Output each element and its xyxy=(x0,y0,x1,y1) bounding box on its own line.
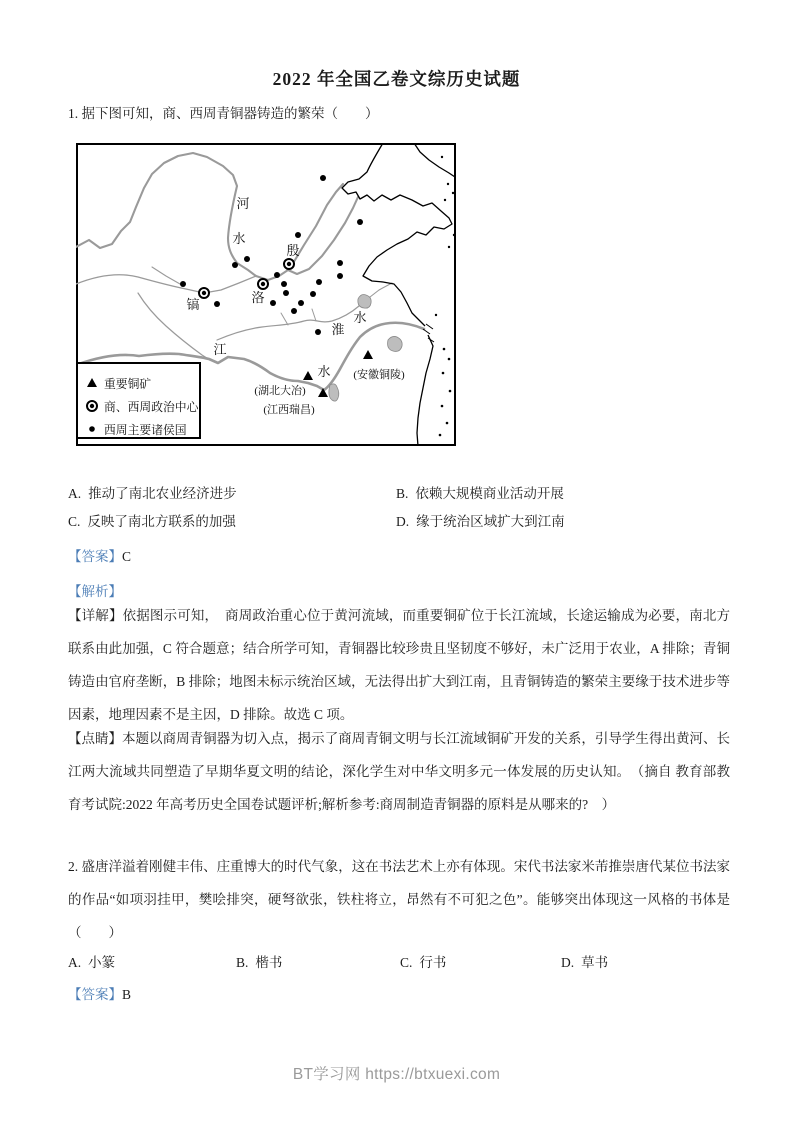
q2-option-a: A. 小篆 xyxy=(68,955,116,970)
label-hubei-daye: (湖北大冶) xyxy=(254,385,306,397)
political-center-yin xyxy=(284,259,294,269)
question2-stem: 2. 盛唐洋溢着刚健丰伟、庄重博大的时代气象，这在书法艺术上亦有体现。宋代书法家米芾推崇唐代某位书法家的作品“如项羽挂甲，樊哙排突，硬弩欲张，铁柱将立，昂然有不可犯之色”。能够突出体现这一风格的书体是（ ） xyxy=(68,859,730,940)
label-huai: 淮 xyxy=(331,322,345,337)
q2-answer-value: B xyxy=(122,987,132,1002)
bronze-map-figure xyxy=(76,143,456,446)
bronze-map xyxy=(76,143,456,446)
label-luo: 洛 xyxy=(251,290,265,305)
label-jiang-shui: 水 xyxy=(317,364,331,379)
label-hao: 镐 xyxy=(186,297,200,312)
legend-double-circle-center xyxy=(90,404,94,408)
q1-answer-line xyxy=(68,543,131,571)
q1-answer-value: C xyxy=(122,549,132,564)
political-center-luo xyxy=(258,279,268,289)
watermark-footer: BT学习网 https://btxuexi.com xyxy=(292,1066,501,1083)
q1-option-d: D. 缘于统治区域扩大到江南 xyxy=(396,514,565,529)
q1-option-a: A. 推动了南北农业经济进步 xyxy=(68,486,237,501)
label-he: 河 xyxy=(236,196,250,211)
q2-option-c: C. 行书 xyxy=(400,955,447,970)
q2-options-row xyxy=(68,949,730,977)
q1-option-c: C. 反映了南北方联系的加强 xyxy=(68,514,236,529)
q1-option-b: B. 依赖大规模商业活动开展 xyxy=(396,486,564,501)
label-yin: 殷 xyxy=(286,243,300,258)
label-jiang: 江 xyxy=(213,342,227,357)
map-legend xyxy=(77,363,200,438)
q1-tip-paragraph: 【点睛】本题以商周青铜器为切入点，揭示了商周青铜文明与长江流域铜矿开发的关系，引导学生得出黄河、长江两大流域共同塑造了早期华夏文明的结论，深化学生对中华文明多元一体发展的历史认知。 （摘自 教育部教育考试院:2022 年高考历史全国卷试题评析;解析参考:商周制造青铜器的原料是从哪来的? ） xyxy=(68,731,730,812)
label-anhui-tongling: (安徽铜陵) xyxy=(353,369,405,381)
answer-tag: 【答案】 xyxy=(68,549,122,564)
label-jiangxi-ruichang: (江西瑞昌) xyxy=(263,404,315,416)
label-huai-shui: 水 xyxy=(353,310,367,325)
q1-options-row2 xyxy=(68,508,730,536)
q2-option-d: D. 草书 xyxy=(561,955,609,970)
answer-tag: 【答案】 xyxy=(68,987,122,1002)
q2-option-b: B. 楷书 xyxy=(236,955,283,970)
question1-stem: 1. 据下图可知，商、西周青铜器铸造的繁荣（ ） xyxy=(68,106,379,121)
q2-answer-line xyxy=(68,981,131,1009)
legend-dot-icon xyxy=(89,426,95,432)
legend-label-vassal-state: 西周主要诸侯国 xyxy=(104,423,187,437)
political-center-hao xyxy=(199,288,209,298)
legend-label-copper-mine: 重要铜矿 xyxy=(104,377,152,391)
page-title: 2022 年全国乙卷文综历史试题 xyxy=(272,69,521,89)
label-he-shui: 水 xyxy=(232,231,246,246)
analysis-tag: 【解析】 xyxy=(68,584,122,599)
q1-options-row1 xyxy=(68,480,730,508)
legend-label-political-center: 商、西周政治中心 xyxy=(104,400,199,414)
q1-detail-paragraph: 【详解】依据图示可知， 商周政治重心位于黄河流域，而重要铜矿位于长江流域，长途运输成为必要，南北方联系由此加强，C 符合题意；结合所学可知，青铜器比较珍贵且坚韧度不够好，未广泛用于农业，A 排除；青铜铸造由官府垄断，B 排除；地图未标示统治区域，无法得出扩大到江南，且青铜铸造的繁荣主要缘于技术进步等因素，地理因素不是主因，D 排除。故选 C 项。 xyxy=(68,608,730,722)
